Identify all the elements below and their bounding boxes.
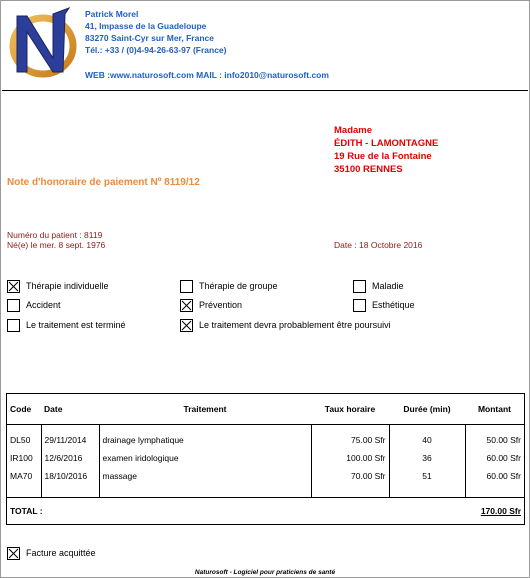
- cell-traitement: massage: [99, 467, 311, 485]
- cell-taux: 75.00 Sfr: [311, 425, 389, 450]
- col-duree: Durée (min): [389, 394, 465, 425]
- cell-duree: 40: [389, 425, 465, 450]
- checkbox-label-1: Thérapie individuelle: [26, 281, 109, 291]
- cell-montant: 60.00 Sfr: [465, 449, 525, 467]
- cell-montant: 50.00 Sfr: [465, 425, 525, 450]
- cell-traitement: drainage lymphatique: [99, 425, 311, 450]
- cell-traitement: examen iridologique: [99, 449, 311, 467]
- cell-taux: 100.00 Sfr: [311, 449, 389, 467]
- checkbox-2[interactable]: [180, 280, 193, 293]
- recipient-title: Madame: [334, 125, 373, 136]
- checkbox-label-3: Maladie: [372, 281, 404, 291]
- sender-name: Patrick Morel: [85, 9, 139, 19]
- cell-taux: 70.00 Sfr: [311, 467, 389, 485]
- cell-date: 29/11/2014: [41, 425, 99, 450]
- treatment-table: [6, 393, 525, 525]
- checkbox-label-7: Le traitement est terminé: [26, 320, 126, 330]
- col-montant: Montant: [465, 394, 525, 425]
- col-taux-horaire: Taux horaire: [311, 394, 389, 425]
- paid-label: Facture acquittée: [26, 548, 96, 558]
- patient-number: Numéro du patient : 8119: [7, 230, 103, 240]
- total-row: [7, 498, 525, 525]
- footer-text: Naturosoft - Logiciel pour praticiens de santé: [194, 569, 336, 576]
- checkbox-3[interactable]: [353, 280, 366, 293]
- header-divider: [2, 90, 528, 91]
- checkbox-label-8: Le traitement devra probablement être poursuivi: [199, 320, 391, 330]
- checkbox-6[interactable]: [353, 299, 366, 312]
- table-spacer-row: [7, 485, 525, 498]
- paid-checkbox[interactable]: [7, 547, 20, 560]
- naturosoft-logo: [7, 6, 77, 78]
- cell-date: 18/10/2016: [41, 467, 99, 485]
- cell-code: DL50: [10, 435, 31, 445]
- note-title: Note d'honoraire de paiement Nº 8119/12: [7, 177, 200, 188]
- table-header-row: [7, 394, 525, 425]
- checkbox-label-4: Accident: [26, 300, 61, 310]
- recipient-name: ÉDITH - LAMONTAGNE: [334, 138, 439, 149]
- total-label: TOTAL :: [10, 506, 43, 516]
- invoice-date: Date : 18 Octobre 2016: [334, 240, 423, 250]
- cell-montant: 60.00 Sfr: [465, 467, 525, 485]
- checkbox-5[interactable]: [180, 299, 193, 312]
- checkbox-label-6: Esthétique: [372, 300, 415, 310]
- patient-birthdate: Né(e) le mer. 8 sept. 1976: [7, 240, 106, 250]
- col-date: Date: [41, 394, 99, 425]
- recipient-street: 19 Rue de la Fontaine: [334, 151, 432, 162]
- col-traitement: Traitement: [99, 394, 311, 425]
- checkbox-label-5: Prévention: [199, 300, 243, 310]
- cell-date: 12/6/2016: [41, 449, 99, 467]
- cell-duree: 36: [389, 449, 465, 467]
- checkbox-8[interactable]: [180, 319, 193, 332]
- recipient-city: 35100 RENNES: [334, 164, 403, 175]
- cell-duree: 51: [389, 467, 465, 485]
- sender-address-line2: 83270 Saint-Cyr sur Mer, France: [85, 33, 214, 43]
- sender-web-mail: WEB :www.naturosoft.com MAIL : info2010@naturosoft.com: [85, 70, 329, 80]
- cell-code: MA70: [10, 471, 33, 481]
- total-value: 170.00 Sfr: [480, 506, 521, 516]
- col-code: Code: [7, 394, 42, 425]
- checkbox-label-2: Thérapie de groupe: [199, 281, 278, 291]
- cell-code: IR100: [10, 453, 33, 463]
- table-row: [7, 449, 525, 467]
- table-row: [7, 467, 525, 485]
- table-row: [7, 425, 525, 450]
- checkbox-4[interactable]: [7, 299, 20, 312]
- checkbox-1[interactable]: [7, 280, 20, 293]
- sender-phone: Tél.: +33 / (0)4-94-26-63-97 (France): [85, 45, 227, 55]
- sender-address-line1: 41, Impasse de la Guadeloupe: [85, 21, 207, 31]
- checkbox-7[interactable]: [7, 319, 20, 332]
